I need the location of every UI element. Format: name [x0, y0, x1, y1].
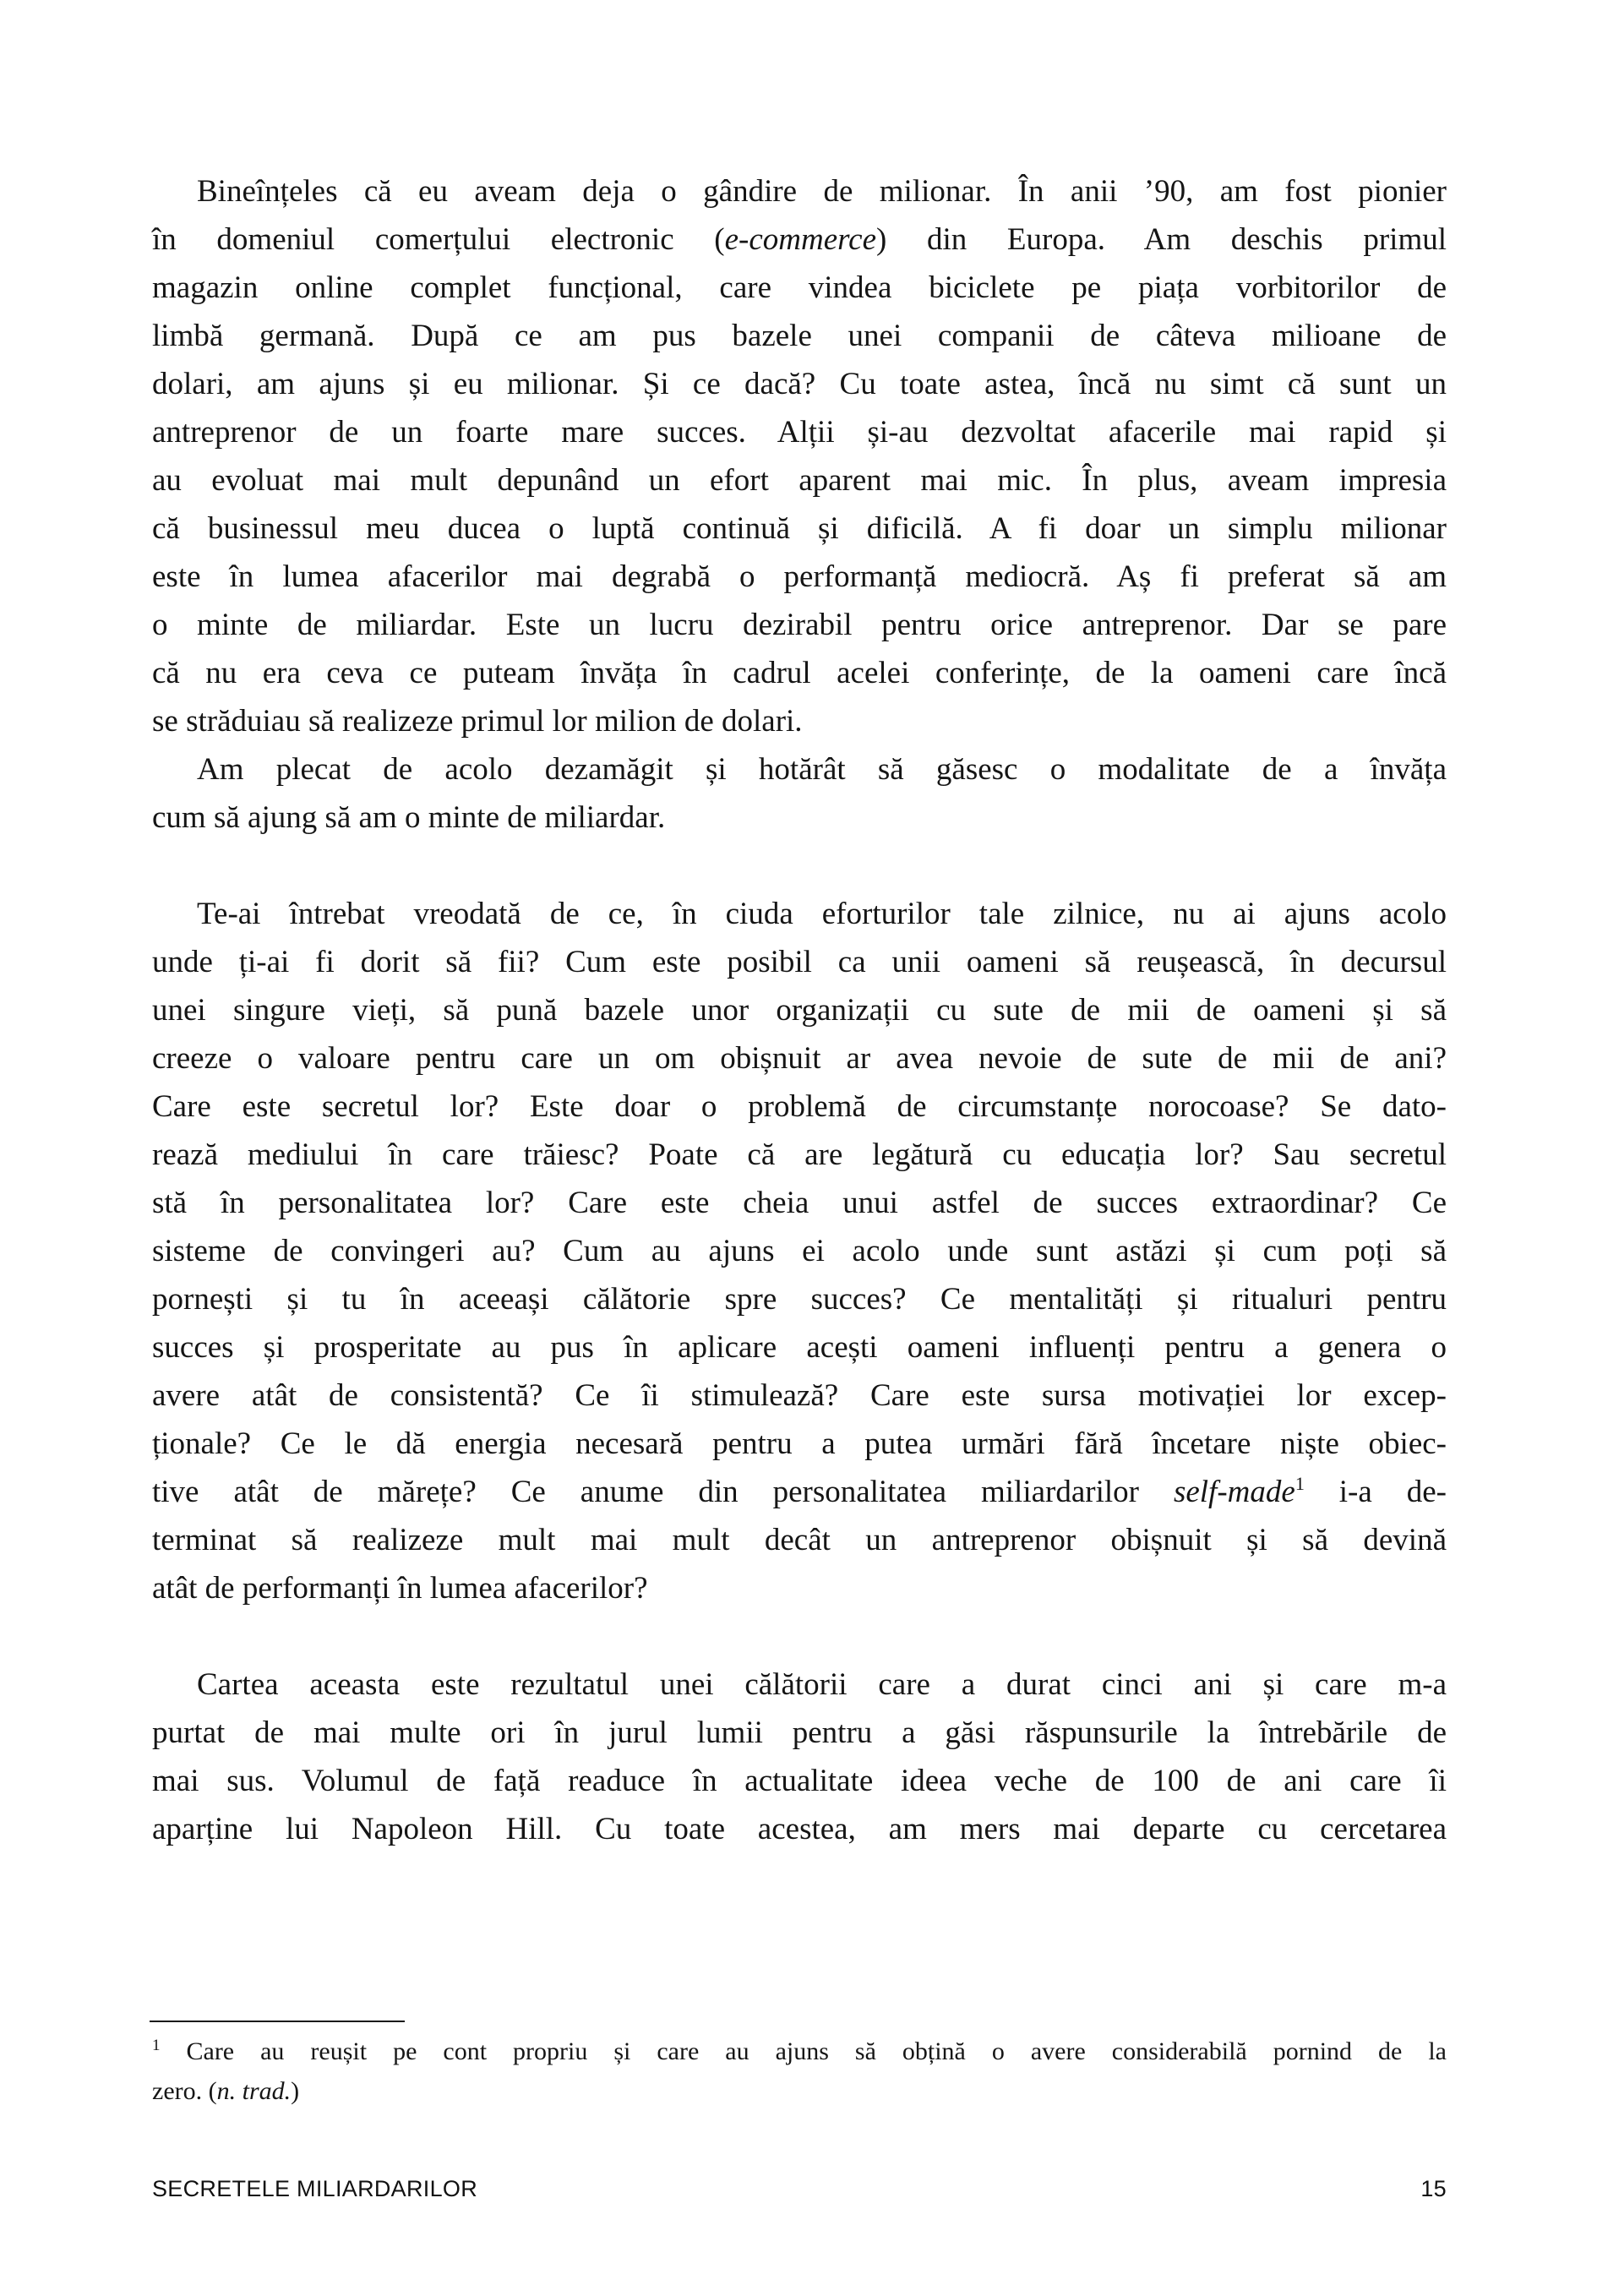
italic-term: n. trad. — [216, 2077, 292, 2105]
book-title: SECRETELE MILIARDARILOR — [152, 2176, 477, 2201]
text-line: pornești și tu în aceeași călătorie spre succes? Ce mentalități și ritualuri pentru — [152, 1282, 1447, 1317]
text-line: Te-ai întrebat vreodată de ce, în ciuda eforturilor tale zilnice, nu ai ajuns acolo — [197, 897, 1447, 931]
text-line: Care este secretul lor? Este doar o problemă de circumstanțe norocoase? Se dato- — [152, 1089, 1447, 1124]
text-line: aparține lui Napoleon Hill. Cu toate acestea, am mers mai departe cu cercetarea — [152, 1812, 1447, 1846]
footnote-marker: 1 — [152, 2037, 161, 2054]
text-line: rează mediului în care trăiesc? Poate că are legătură cu educația lor? Sau secretul — [152, 1137, 1447, 1172]
text-line: sisteme de convingeri au? Cum au ajuns ei acolo unde sunt astăzi și cum poți să — [152, 1234, 1447, 1268]
text-line: Cartea aceasta este rezultatul unei călătorii care a durat cinci ani și care m-a — [197, 1667, 1447, 1702]
running-footer — [152, 2172, 1447, 2206]
text-line: terminat să realizeze mult mai mult decât un antreprenor obișnuit și să devină — [152, 1523, 1447, 1557]
text-line: antreprenor de un foarte mare succes. Alții și-au dezvoltat afacerile mai rapid și — [152, 415, 1447, 450]
text-line: mai sus. Volumul de față readuce în actualitate ideea veche de 100 de ani care îi — [152, 1764, 1447, 1798]
text-line: unei singure vieți, să pună bazele unor organizații cu sute de mii de oameni și să — [152, 993, 1447, 1028]
text-line: că nu era ceva ce puteam învăța în cadrul acelei conferințe, de la oameni care încă — [152, 656, 1447, 690]
text-line: atât de performanți în lumea afacerilor? — [152, 1571, 648, 1606]
section-gap — [152, 842, 1447, 890]
text-line: o minte de miliardar. Este un lucru dezirabil pentru orice antreprenor. Dar se pare — [152, 608, 1447, 642]
text-line: limbă germană. După ce am pus bazele unei companii de câteva milioane de — [152, 319, 1447, 353]
text-line: dolari, am ajuns și eu milionar. Și ce dacă? Cu toate astea, încă nu simt că sunt un — [152, 367, 1447, 401]
text-line: Bineînțeles că eu aveam deja o gândire de milionar. În anii ’90, am fost pionier — [197, 174, 1447, 209]
paragraph-3 — [152, 890, 1447, 1612]
text-line: au evoluat mai mult depunând un efort aparent mai mic. În plus, aveam impresia — [152, 463, 1447, 498]
page-number: 15 — [1420, 2176, 1447, 2201]
text-line: tive atât de mărețe? Ce anume din personalitatea miliardarilor self-made$^1$ i-a de- — [152, 1473, 1447, 1509]
italic-term: self-made — [1173, 1475, 1295, 1509]
text-line: în domeniul comerțului electronic (e-commerce) din Europa. Am deschis primul — [152, 222, 1447, 257]
text-line: că businessul meu ducea o luptă continuă și dificilă. A fi doar un simplu milionar — [152, 511, 1447, 546]
footnote-separator — [150, 2021, 405, 2022]
text-line: este în lumea afacerilor mai degrabă o performanță mediocră. Aș fi preferat să am — [152, 559, 1447, 594]
text-line: ționale? Ce le dă energia necesară pentru a putea urmări fără încetare niște obiec- — [152, 1426, 1447, 1461]
text-line: purtat de mai multe ori în jurul lumii pentru a găsi răspunsurile la întrebările de — [152, 1715, 1447, 1750]
footnote-text: Care au reușit pe cont propriu și care au ajuns să obțină o avere considerabilă pornind de la — [160, 2037, 1447, 2065]
paragraph-1 — [152, 167, 1447, 745]
text-line: se străduiau să realizeze primul lor milion de dolari. — [152, 704, 803, 739]
text-line: unde ți-ai fi dorit să fii? Cum este posibil ca unii oameni să reușească, în decursul — [152, 945, 1447, 979]
footnote-reference[interactable]: 1 — [1294, 1473, 1305, 1494]
text-line: avere atât de consistentă? Ce îi stimulează? Care este sursa motivației lor excep- — [152, 1378, 1447, 1413]
text-line: magazin online complet funcțional, care vindea biciclete pe piața vorbitorilor de — [152, 270, 1447, 305]
paragraph-4 — [152, 1661, 1447, 1853]
paragraph-2 — [152, 745, 1447, 842]
text-line: succes și prosperitate au pus în aplicare acești oameni influenți pentru a genera o — [152, 1330, 1447, 1365]
footnote — [152, 2031, 1447, 2111]
italic-term: e-commerce — [724, 222, 877, 257]
section-gap — [152, 1612, 1447, 1661]
main-text — [152, 167, 1447, 1853]
text-line: Am plecat de acolo dezamăgit și hotărât să găsesc o modalitate de a învăța — [197, 752, 1447, 787]
text-line: creeze o valoare pentru care un om obișnuit ar avea nevoie de sute de mii de ani? — [152, 1041, 1447, 1076]
footnote-line-1 — [152, 2031, 1447, 2071]
text-line: cum să ajung să am o minte de miliardar. — [152, 800, 666, 835]
footnote-line-2: zero. (n. trad.) — [152, 2077, 300, 2105]
text-line: stă în personalitatea lor? Care este cheia unui astfel de succes extraordinar? Ce — [152, 1186, 1447, 1220]
